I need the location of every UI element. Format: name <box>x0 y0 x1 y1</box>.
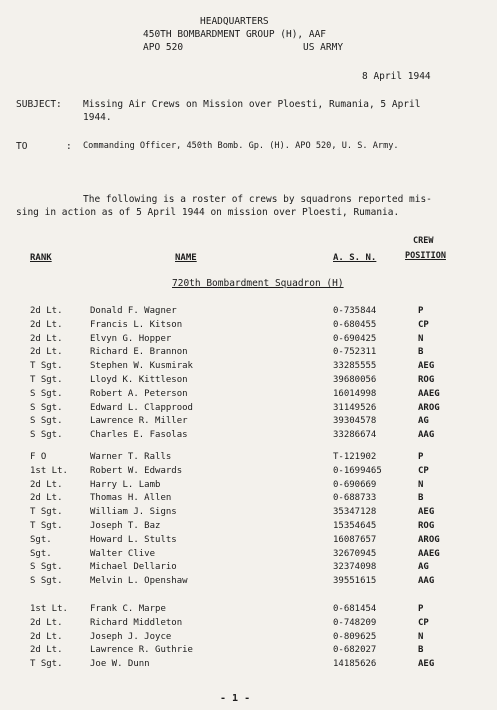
rank-cell: S Sgt. <box>30 402 63 413</box>
intro-line2: sing in action as of 5 April 1944 on mission over Ploesti, Rumania. <box>16 207 400 218</box>
table-row <box>0 576 497 590</box>
rank-cell: 1st Lt. <box>30 465 68 476</box>
rank-cell: 2d Lt. <box>30 347 63 358</box>
crew-header-bottom: POSITION <box>405 251 446 261</box>
table-row <box>0 403 497 417</box>
crew-position-cell: AG <box>418 416 429 427</box>
name-cell: Frank C. Marpe <box>90 604 166 614</box>
column-header-crew <box>405 236 446 262</box>
rank-cell: T Sgt. <box>30 375 63 385</box>
to-label: TO <box>16 141 28 152</box>
column-header-name: NAME <box>175 253 197 263</box>
table-row <box>0 361 497 375</box>
crew-position-cell: N <box>418 631 424 642</box>
name-cell: Thomas H. Allen <box>90 493 172 504</box>
rank-cell: 2d Lt. <box>30 645 63 656</box>
rank-cell: 2d Lt. <box>30 333 63 344</box>
name-cell: Michael Dellario <box>90 562 177 573</box>
asn-cell: 39304578 <box>333 416 377 427</box>
table-row <box>0 632 497 646</box>
crew-position-cell: AEG <box>418 659 435 670</box>
page-number: - 1 - <box>220 693 251 704</box>
name-cell: Stephen W. Kusmirak <box>90 361 193 372</box>
crew-position-cell: AAG <box>418 576 435 587</box>
army-label: US ARMY <box>303 42 344 53</box>
asn-cell: 33285555 <box>333 361 377 372</box>
asn-cell: T-121902 <box>333 452 377 462</box>
table-row <box>0 480 497 494</box>
asn-cell: 35347128 <box>333 507 377 518</box>
rank-cell: T Sgt. <box>30 361 63 372</box>
crew-position-cell: P <box>418 604 424 614</box>
subject-text-line1: Missing Air Crews on Mission over Ploesti, Rumania, 5 April <box>83 99 421 110</box>
name-cell: Lloyd K. Kittleson <box>90 375 188 385</box>
rank-cell: T Sgt. <box>30 659 63 670</box>
name-cell: Lawrence R. Guthrie <box>90 645 193 656</box>
rank-cell: Sgt. <box>30 534 52 545</box>
asn-cell: 14185626 <box>333 659 377 670</box>
asn-cell: 32670945 <box>333 548 377 559</box>
asn-cell: 0-682027 <box>333 645 377 656</box>
asn-cell: 0-688733 <box>333 493 377 504</box>
name-cell: William J. Signs <box>90 507 177 518</box>
crew-header-top: CREW <box>413 236 434 246</box>
crew-position-cell: CP <box>418 319 429 330</box>
name-cell: Robert W. Edwards <box>90 465 183 476</box>
table-row <box>0 521 497 535</box>
name-cell: Richard E. Brannon <box>90 347 188 358</box>
table-row <box>0 618 497 632</box>
crew-position-cell: AG <box>418 562 429 573</box>
asn-cell: 31149526 <box>333 402 377 413</box>
rank-cell: S Sgt. <box>30 388 63 399</box>
table-row <box>0 389 497 403</box>
table-row <box>0 645 497 659</box>
crew-position-cell: N <box>418 479 424 490</box>
table-row <box>0 430 497 444</box>
asn-cell: 16014998 <box>333 388 377 399</box>
asn-cell: 0-752311 <box>333 347 377 358</box>
rank-cell: 1st Lt. <box>30 604 68 614</box>
crew-position-cell: B <box>418 347 424 358</box>
crew-position-cell: AROG <box>418 402 440 413</box>
table-row <box>0 334 497 348</box>
asn-cell: 15354645 <box>333 521 377 531</box>
rank-cell: 2d Lt. <box>30 319 63 330</box>
letter-date: 8 April 1944 <box>362 71 431 82</box>
asn-cell: 39680056 <box>333 375 377 385</box>
table-row <box>0 347 497 361</box>
squadron-heading: 720th Bombardment Squadron (H) <box>172 278 344 289</box>
table-row <box>0 466 497 480</box>
name-cell: Harry L. Lamb <box>90 479 161 490</box>
asn-cell: 0-690425 <box>333 333 377 344</box>
to-text: Commanding Officer, 450th Bomb. Gp. (H). APO 520, U. S. Army. <box>83 141 399 151</box>
name-cell: Lawrence R. Miller <box>90 416 188 427</box>
asn-cell: 0-809625 <box>333 631 377 642</box>
table-row <box>0 306 497 320</box>
name-cell: Robert A. Peterson <box>90 388 188 399</box>
table-row <box>0 375 497 389</box>
asn-cell: 39551615 <box>333 576 377 587</box>
rank-cell: 2d Lt. <box>30 493 63 504</box>
intro-line1: The following is a roster of crews by squadrons reported mis- <box>83 194 432 205</box>
name-cell: Francis L. Kitson <box>90 319 183 330</box>
crew-position-cell: P <box>418 452 424 462</box>
crew-position-cell: P <box>418 306 424 316</box>
crew-position-cell: AAEG <box>418 548 440 559</box>
asn-cell: 0-735844 <box>333 306 377 316</box>
table-row <box>0 562 497 576</box>
rank-cell: 2d Lt. <box>30 306 63 316</box>
crew-position-cell: AAG <box>418 430 435 441</box>
rank-cell: S Sgt. <box>30 416 63 427</box>
name-cell: Donald F. Wagner <box>90 306 177 316</box>
crew-position-cell: AEG <box>418 507 435 518</box>
rank-cell: F O <box>30 452 47 462</box>
crew-position-cell: AEG <box>418 361 435 372</box>
name-cell: Richard Middleton <box>90 617 183 628</box>
apo-number: APO 520 <box>143 42 184 53</box>
column-header-asn: A. S. N. <box>333 253 377 263</box>
asn-cell: 0-681454 <box>333 604 377 614</box>
asn-cell: 0-748209 <box>333 617 377 628</box>
rank-cell: 2d Lt. <box>30 617 63 628</box>
to-separator: : <box>66 141 72 152</box>
table-row <box>0 507 497 521</box>
rank-cell: T Sgt. <box>30 521 63 531</box>
crew-position-cell: N <box>418 333 424 344</box>
crew-position-cell: CP <box>418 617 429 628</box>
headquarters-title: HEADQUARTERS <box>200 16 269 27</box>
rank-cell: S Sgt. <box>30 576 63 587</box>
name-cell: Joe W. Dunn <box>90 659 150 670</box>
name-cell: Edward L. Clapprood <box>90 402 193 413</box>
table-row <box>0 452 497 466</box>
column-header-rank: RANK <box>30 253 52 263</box>
name-cell: Howard L. Stults <box>90 534 177 545</box>
asn-cell: 0-1699465 <box>333 465 382 476</box>
name-cell: Warner T. Ralls <box>90 452 172 462</box>
crew-position-cell: ROG <box>418 375 435 385</box>
crew-position-cell: CP <box>418 465 429 476</box>
subject-label: SUBJECT: <box>16 99 62 110</box>
asn-cell: 16087657 <box>333 534 377 545</box>
crew-position-cell: B <box>418 645 424 656</box>
crew-position-cell: AAEG <box>418 388 440 399</box>
asn-cell: 32374098 <box>333 562 377 573</box>
crew-position-cell: AROG <box>418 534 440 545</box>
subject-text-line2: 1944. <box>83 112 112 123</box>
name-cell: Elvyn G. Hopper <box>90 333 172 344</box>
asn-cell: 0-690669 <box>333 479 377 490</box>
name-cell: Charles E. Fasolas <box>90 430 188 441</box>
group-name: 450TH BOMBARDMENT GROUP (H), AAF <box>143 29 327 40</box>
asn-cell: 33286674 <box>333 430 377 441</box>
name-cell: Joseph J. Joyce <box>90 631 172 642</box>
rank-cell: S Sgt. <box>30 562 63 573</box>
crew-position-cell: ROG <box>418 521 435 531</box>
rank-cell: S Sgt. <box>30 430 63 441</box>
crew-position-cell: B <box>418 493 424 504</box>
table-row <box>0 535 497 549</box>
name-cell: Melvin L. Openshaw <box>90 576 188 587</box>
name-cell: Walter Clive <box>90 548 156 559</box>
table-row <box>0 493 497 507</box>
rank-cell: Sgt. <box>30 548 52 559</box>
table-row <box>0 659 497 673</box>
rank-cell: 2d Lt. <box>30 631 63 642</box>
table-row <box>0 549 497 563</box>
rank-cell: T Sgt. <box>30 507 63 518</box>
table-row <box>0 320 497 334</box>
name-cell: Joseph T. Baz <box>90 521 161 531</box>
asn-cell: 0-680455 <box>333 319 377 330</box>
table-row <box>0 416 497 430</box>
rank-cell: 2d Lt. <box>30 479 63 490</box>
table-row <box>0 604 497 618</box>
